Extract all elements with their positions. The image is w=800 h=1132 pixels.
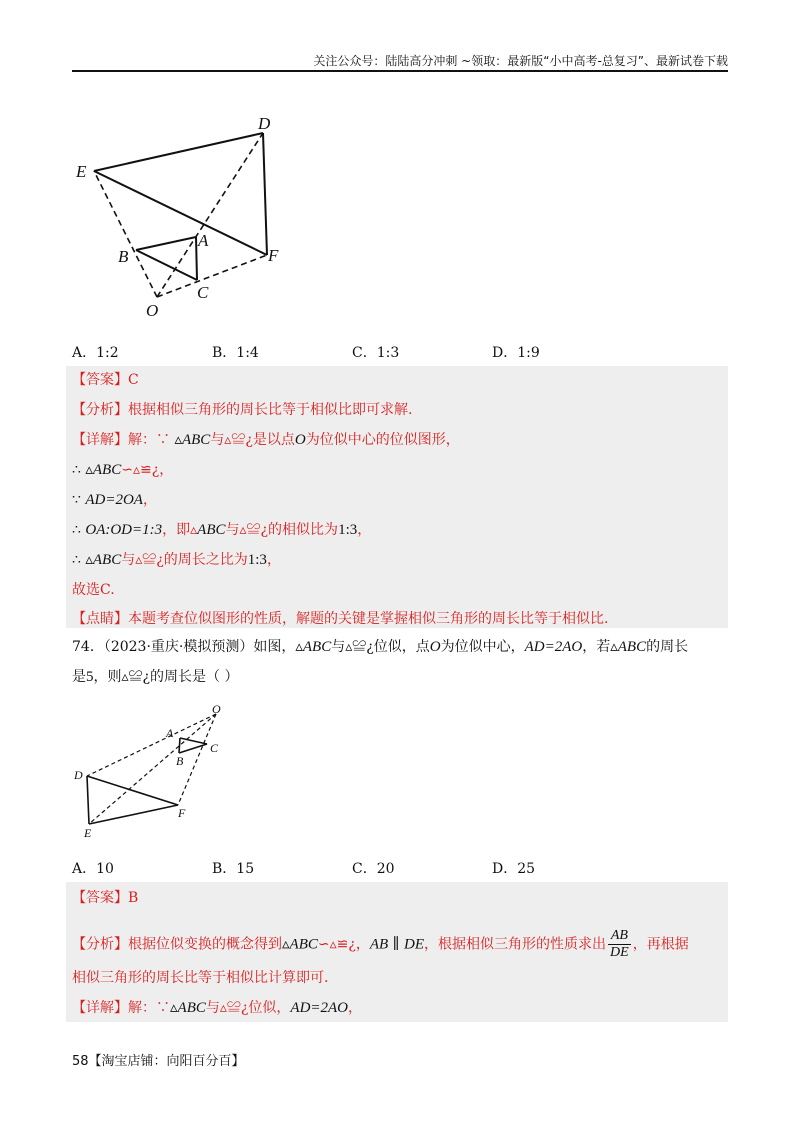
- label-F: F: [268, 246, 279, 265]
- q73-detail-line-1: 【详解】解：∵ ▵ABC与▵≌¿是以点O为位似中心的位似图形，: [72, 432, 460, 448]
- q73-option-a: A．1:2: [72, 345, 119, 361]
- q74-option-a: A．10: [72, 861, 114, 877]
- label-O: O: [146, 301, 159, 320]
- label-O: O: [212, 702, 221, 716]
- q74-analysis-line-2: 相似三角形的周长比等于相似比计算即可.: [72, 970, 329, 986]
- segment-AB: [179, 738, 180, 753]
- q73-conclusion: 故选C.: [72, 582, 115, 598]
- label-B: B: [118, 247, 129, 266]
- segment-EF: [94, 171, 267, 255]
- q73-option-d: D．1:9: [492, 345, 540, 361]
- header-rule: [72, 70, 728, 72]
- q74-option-b: B．15: [212, 861, 255, 877]
- segment-DF: [263, 133, 267, 255]
- dashed-OE: [89, 714, 216, 824]
- segment-EF: [89, 805, 178, 824]
- label-C: C: [197, 283, 209, 302]
- q73-comment: 【点睛】本题考查位似图形的性质，解题的关键是掌握相似三角形的周长比等于相似比.: [72, 611, 609, 627]
- q73-detail-line-2: ∴ ▵ABC∽▵≌¿，: [72, 462, 174, 478]
- label-E: E: [76, 162, 87, 181]
- q73-option-b: B．1:4: [212, 345, 259, 361]
- label-C: C: [210, 741, 219, 755]
- q73-analysis: 【分析】根据相似三角形的周长比等于相似比即可求解.: [72, 402, 413, 418]
- q73-detail-line-3: ∵ AD=2OA，: [72, 492, 157, 508]
- label-A: A: [166, 726, 174, 740]
- q74-detail: 【详解】解：∵▵ABC与▵≌¿位似，AD=2AO，: [72, 1000, 363, 1016]
- q74-analysis-line-1: 【分析】根据位似变换的概念得到▵ABC∽▵≌¿，AB ∥ DE，根据相似三角形的性质求出 $\frac{AB}{DE}$ ，再根据: [72, 928, 689, 960]
- q74-stem-line-2: 是5，则▵≌¿的周长是（ ）: [72, 669, 239, 685]
- fraction-ab-over-de: $\frac{AB}{DE}$: [610, 928, 629, 960]
- dashed-OF: [178, 714, 216, 805]
- page-footer: 58【淘宝店铺：向阳百分百】: [72, 1054, 245, 1069]
- segment-BA: [136, 237, 196, 250]
- segment-DF: [87, 776, 178, 805]
- segment-AC: [180, 738, 207, 744]
- segment-AC: [196, 237, 197, 280]
- q74-option-c: C．20: [352, 861, 395, 877]
- label-D: D: [74, 768, 83, 782]
- label-D: D: [258, 114, 271, 133]
- q74-option-d: D．25: [492, 861, 536, 877]
- segment-ED: [94, 133, 263, 171]
- dashed-OD: [87, 714, 216, 776]
- label-B: B: [176, 754, 184, 768]
- segment-BC: [179, 744, 207, 753]
- q73-option-c: C．1:3: [352, 345, 400, 361]
- page-header: 关注公众号：陆陆高分冲刺 ~领取：最新版“小中高考-总复习”、最新试卷下载: [313, 54, 728, 68]
- q73-detail-line-5: ∴ ▵ABC与▵≌¿的周长之比为1:3，: [72, 552, 281, 568]
- q74-answer: 【答案】B: [72, 890, 139, 906]
- dashed-OE: [94, 171, 157, 297]
- dashed-OD: [157, 133, 263, 297]
- label-E: E: [84, 826, 92, 840]
- figure-2-homothety: [70, 702, 240, 842]
- label-F: F: [178, 806, 186, 820]
- q74-stem-line-1: 74．（2023·重庆·模拟预测）如图，▵ABC与▵≌¿位似，点O为位似中心，AD=2AO，若▵ABC的周长: [72, 639, 689, 655]
- label-A: A: [198, 231, 209, 250]
- q73-detail-line-4: ∴ OA:OD=1:3，即▵ABC与▵≌¿的相似比为1:3，: [72, 522, 372, 538]
- segment-BC: [136, 250, 197, 280]
- q73-answer: 【答案】C: [72, 372, 139, 388]
- dashed-OF: [157, 255, 267, 297]
- figure-1-homothety: [70, 110, 300, 325]
- segment-DE: [87, 776, 89, 824]
